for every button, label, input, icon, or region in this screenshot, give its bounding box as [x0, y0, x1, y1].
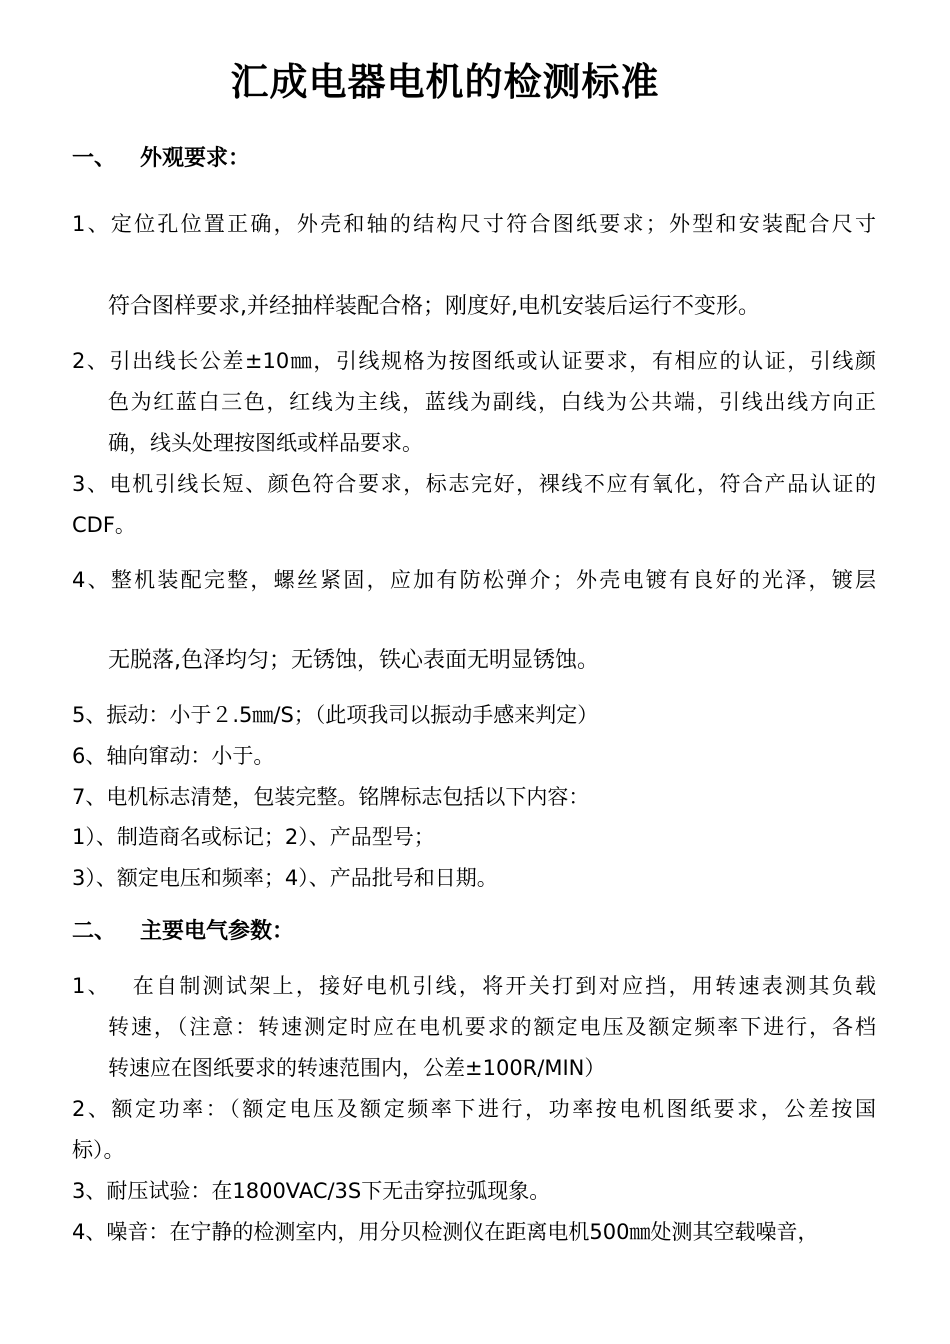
- text-line: 转速，（注意：转速测定时应在电机要求的额定电压及额定频率下进行，各档: [108, 1015, 876, 1039]
- section-heading-appearance: [72, 142, 250, 176]
- text-line: 确，线头处理按图纸或样品要求。: [108, 431, 423, 455]
- section-number: 一、: [72, 146, 117, 171]
- section-heading-electrical: [72, 915, 294, 949]
- text-line: 符合图样要求,并经抽样装配合格；刚度好,电机安装后运行不变形。: [108, 294, 760, 319]
- text-line: 3、耐压试验：在1800VAC/3S下无击穿拉弧现象。: [72, 1179, 551, 1203]
- text-line: 6、轴向窜动：小于。: [72, 744, 275, 768]
- text-line: 1、 在自制测试架上，接好电机引线，将开关打到对应挡，用转速表测其负载: [72, 974, 876, 998]
- text-line: 色为红蓝白三色，红线为主线，蓝线为副线，白线为公共端，引线出线方向正: [108, 390, 876, 414]
- text-line: CDF。: [72, 513, 136, 537]
- text-line: 2、额定功率：（额定电压及额定频率下进行，功率按电机图纸要求，公差按国: [72, 1097, 876, 1121]
- text-line: 4、整机装配完整，螺丝紧固，应加有防松弹介；外壳电镀有良好的光泽，镀层: [72, 568, 876, 592]
- section-label: 外观要求：: [140, 146, 251, 171]
- text-line: 3、电机引线长短、颜色符合要求，标志完好，裸线不应有氧化，符合产品认证的: [72, 472, 876, 496]
- text-line: 7、电机标志清楚，包装完整。铭牌标志包括以下内容：: [72, 785, 590, 809]
- text-line: 转速应在图纸要求的转速范围内，公差±100R/MIN）: [108, 1056, 606, 1080]
- document-title: 汇成电器电机的检测标准: [230, 60, 660, 104]
- text-line: 5、振动：小于２.5㎜/S；（此项我司以振动手感来判定）: [72, 703, 599, 727]
- text-line: 1）、制造商名或标记；2）、产品型号；: [72, 825, 435, 849]
- text-line: 3）、额定电压和频率；4）、产品批号和日期。: [72, 866, 498, 890]
- text-line: 无脱落,色泽均匀；无锈蚀，铁心表面无明显锈蚀。: [108, 648, 599, 673]
- section-label: 主要电气参数：: [140, 919, 295, 944]
- text-line: 2、引出线长公差±10㎜，引线规格为按图纸或认证要求，有相应的认证，引线颜: [72, 349, 876, 373]
- text-line: 1、定位孔位置正确，外壳和轴的结构尺寸符合图纸要求；外型和安装配合尺寸: [72, 212, 876, 236]
- text-line: 标）。: [72, 1138, 125, 1162]
- section-number: 二、: [72, 919, 117, 944]
- text-line: 4、噪音：在宁静的检测室内，用分贝检测仪在距离电机500㎜处测其空载噪音，: [72, 1220, 819, 1244]
